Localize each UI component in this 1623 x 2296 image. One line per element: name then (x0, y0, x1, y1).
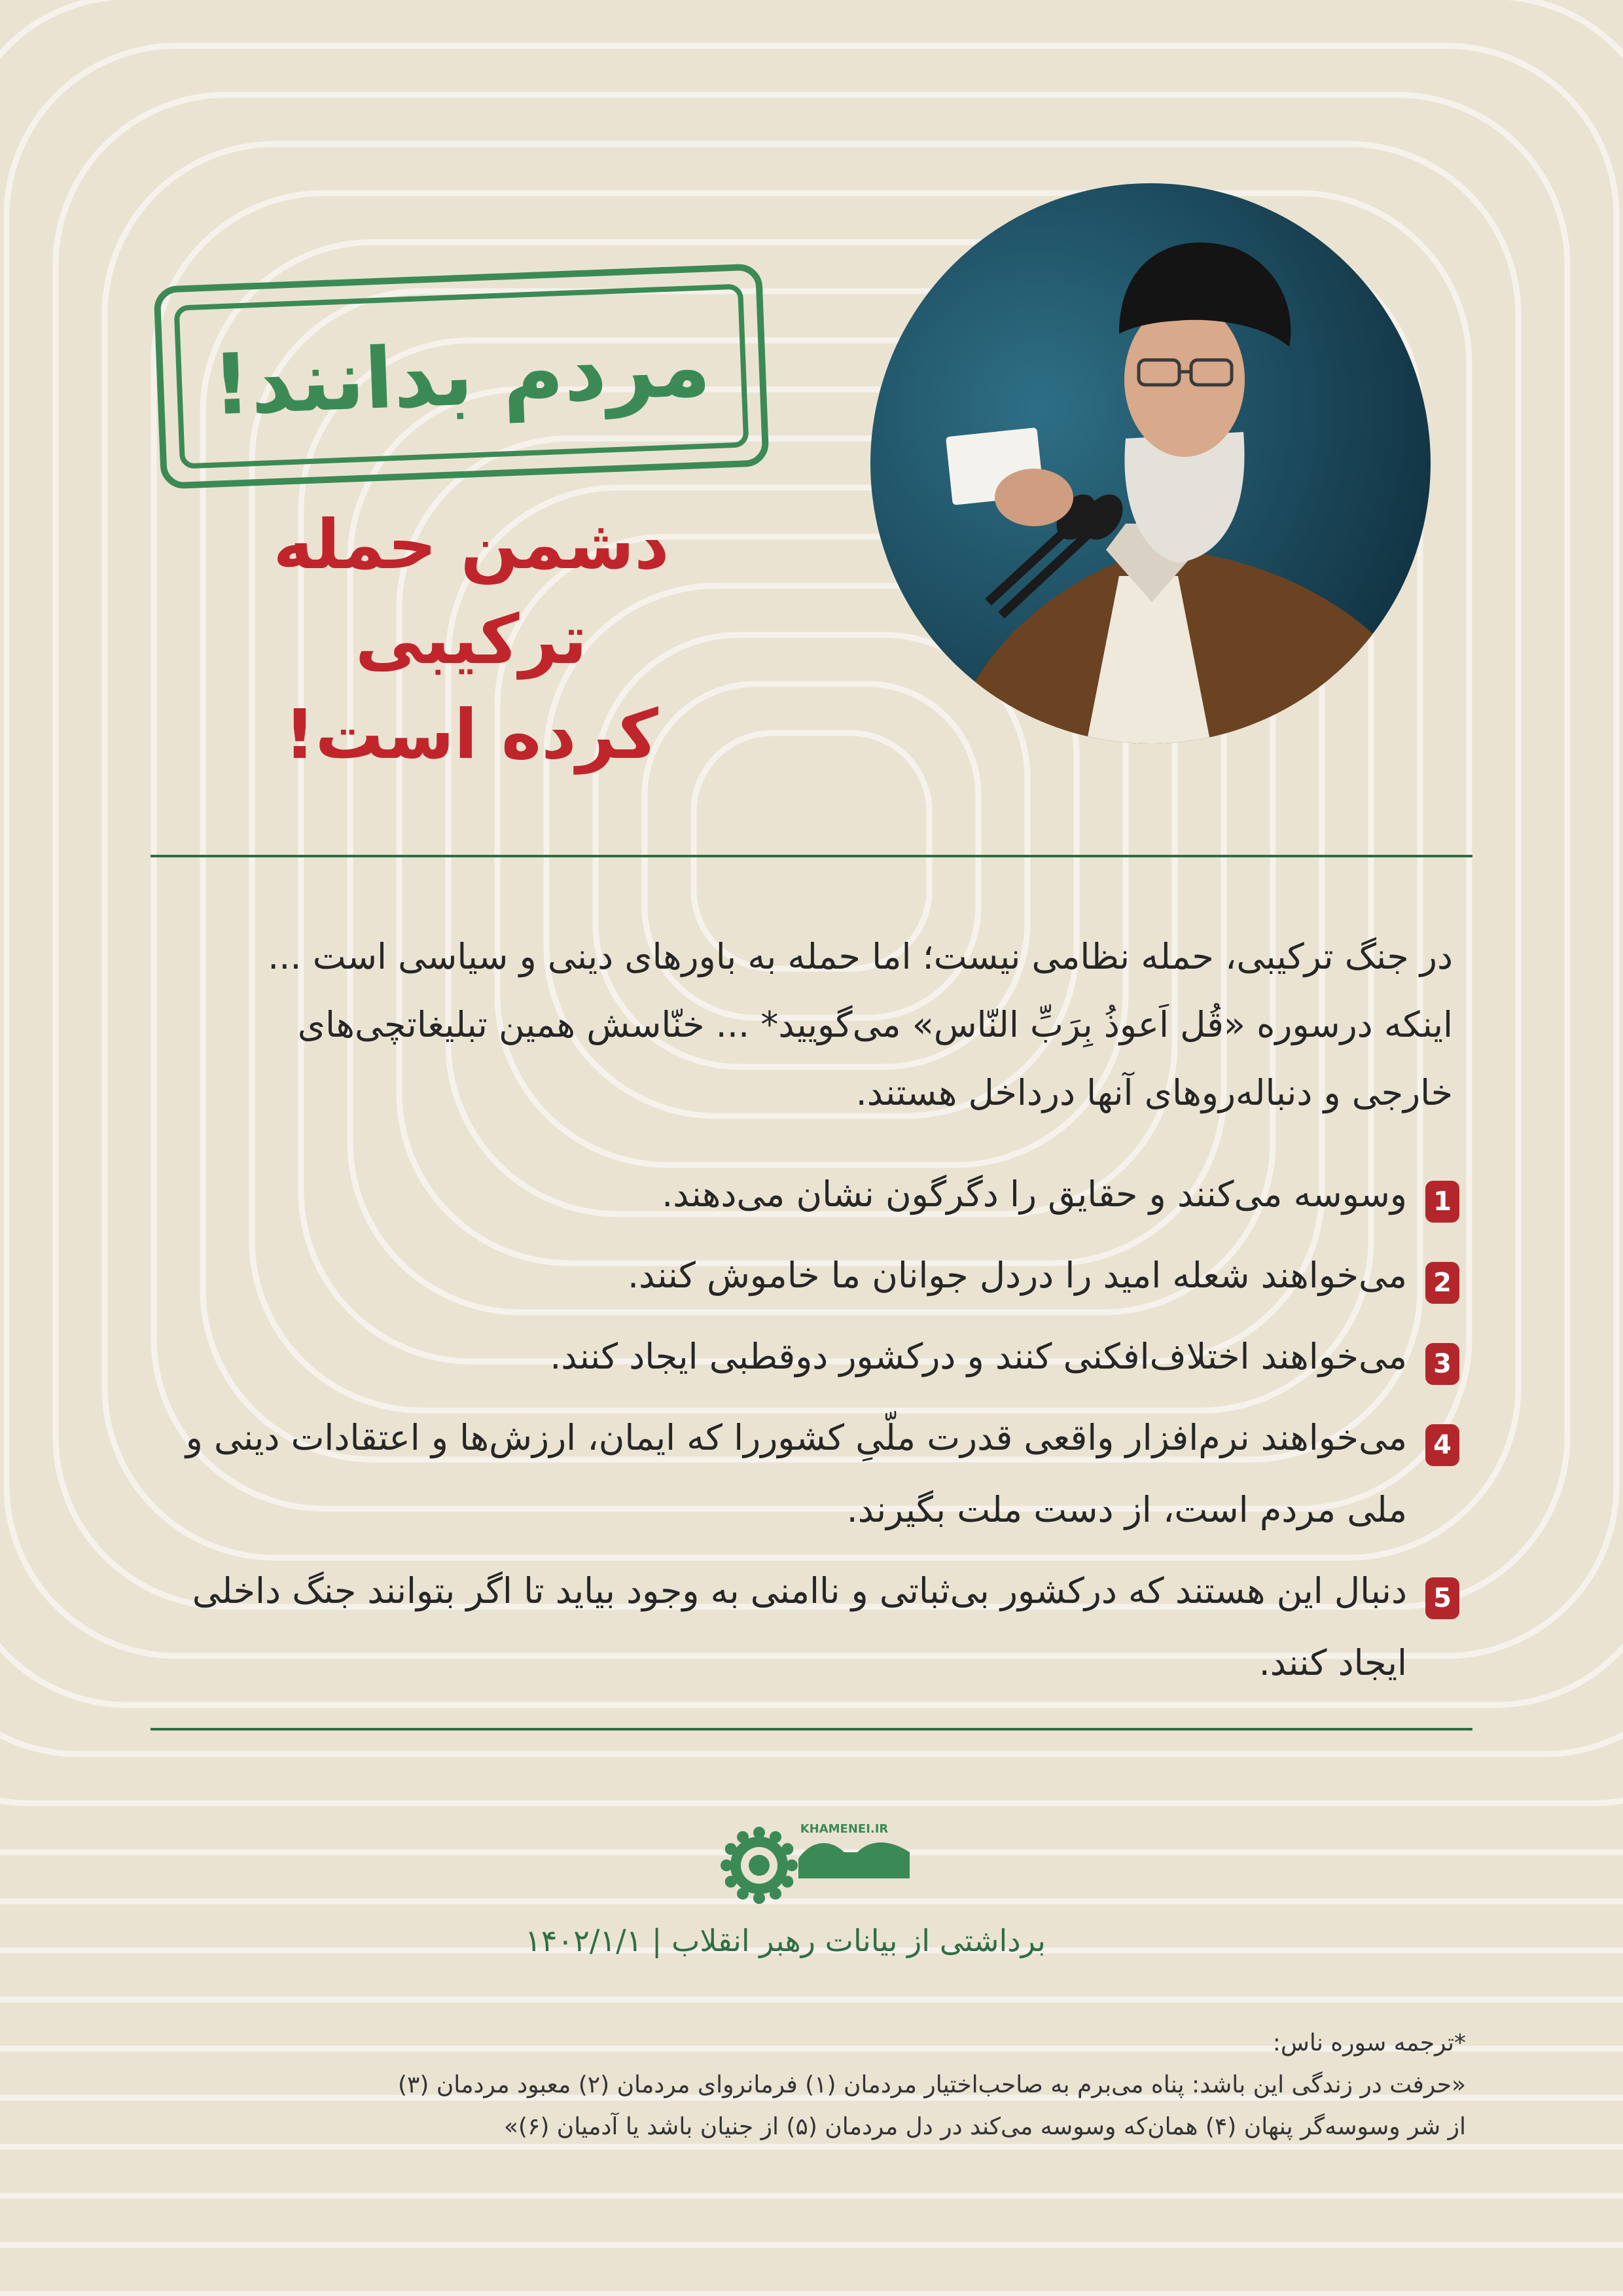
stamp-inner-border (174, 283, 749, 469)
logo-petal (737, 1888, 749, 1899)
headline (164, 497, 779, 782)
number-badge: 1 (1425, 1181, 1459, 1223)
portrait-illustration (870, 183, 1431, 744)
number-badge: 4 (1425, 1424, 1459, 1466)
logo-petal (781, 1876, 793, 1888)
points-list (151, 1158, 1459, 1708)
headline-line-1: دشمن حمله ترکیبی (273, 505, 669, 679)
footnote-title: *ترجمه سوره ناس: (1272, 2030, 1466, 2056)
list-item (151, 1555, 1459, 1699)
point-text: می‌خواهند نرم‌افزار واقعی قدرت ملّیِ کشوررا که ایمان، ارزش‌ها و اعتقادات دینی و ملی مردم است، از دست ملت بگیرند. (185, 1417, 1407, 1530)
logo-petal (721, 1859, 732, 1871)
logo-petal (737, 1831, 749, 1843)
logo-petal (725, 1876, 737, 1888)
intro-line-3: خارجی و دنباله‌روهای آنها درداخل هستند. (855, 1072, 1453, 1113)
list-item (151, 1240, 1459, 1312)
list-item (151, 1158, 1459, 1230)
number-badge: 2 (1425, 1262, 1459, 1304)
footnote-line-2: از شر وسوسه‌گر پنهان (۴) همان‌که وسوسه می‌کند در دل مردمان (۵) از جنیان باشد یا آدمیان (۶)» (503, 2113, 1466, 2140)
logo-petal (725, 1843, 737, 1855)
stamp-badge (153, 263, 769, 489)
logo-petal (786, 1859, 798, 1871)
logo-petal (753, 1892, 765, 1904)
speaker-portrait (870, 183, 1431, 744)
divider-bottom (151, 1728, 1472, 1731)
logo-text: KHAMENEI.IR (800, 1822, 889, 1836)
logo-petal (770, 1888, 781, 1899)
point-text: می‌خواهند شعله امید را دردل جوانان ما خاموش کنند. (627, 1255, 1407, 1296)
intro-paragraph (151, 923, 1453, 1127)
number-badge: 3 (1425, 1343, 1459, 1385)
point-text: می‌خواهند اختلاف‌افکنی کنند و درکشور دوقطبی ایجاد کنند. (550, 1336, 1407, 1377)
footnote (151, 2022, 1466, 2148)
divider-top (151, 855, 1472, 857)
point-text: وسوسه می‌کنند و حقایق را دگرگون نشان می‌دهند. (662, 1174, 1407, 1215)
intro-line-2: اینکه درسوره «قُل اَعوذُ بِرَبِّ النّاس» می‌گویید* ... خنّاسش همین تبلیغاتچی‌های (297, 1004, 1453, 1045)
logo-petal (770, 1831, 781, 1843)
headline-line-2: کرده است! (284, 694, 658, 774)
logo-petal (781, 1843, 793, 1855)
list-item (151, 1402, 1459, 1546)
intro-line-1: در جنگ ترکیبی، حمله نظامی نیست؛ اما حمله به باورهای دینی و سیاسی است ... (268, 936, 1453, 977)
khamenei-logo (713, 1813, 929, 1905)
point-text: دنبال این هستند که درکشور بی‌ثباتی و ناامنی به وجود بیاید تا اگر بتوانند جنگ داخلی ایجاد کنند. (192, 1570, 1407, 1683)
stamp-title: مردم بدانند! (210, 317, 713, 435)
list-item (151, 1321, 1459, 1393)
logo-petal (753, 1827, 765, 1839)
source-credit: برداشتی از بیانات رهبر انقلاب | ۱۴۰۲/۱/۱ (525, 1923, 1046, 1958)
number-badge: 5 (1425, 1577, 1459, 1619)
footnote-line-1: «حرفت در زندگی این باشد: پناه می‌برم به صاحب‌اختیار مردمان (۱) فرمانروای مردمان (۲) معبود مردمان (۳) (397, 2072, 1466, 2098)
